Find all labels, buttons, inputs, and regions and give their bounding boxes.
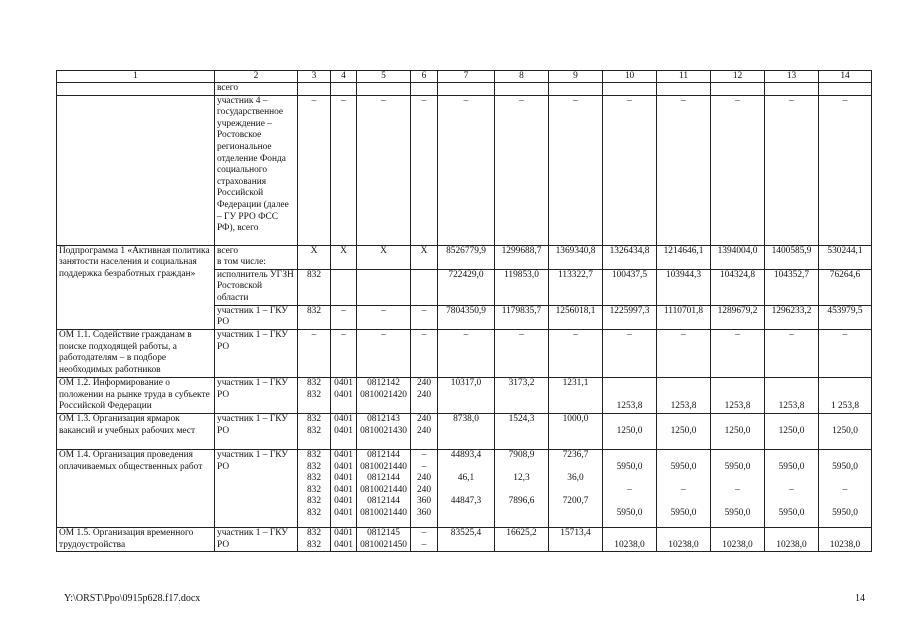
cell-col-6: 240 240 — [411, 413, 438, 449]
cell-col-8: 1299688,7 — [495, 245, 549, 269]
table-row — [57, 527, 872, 551]
cell-col-14 — [819, 83, 872, 96]
cell-col-14: 5950,0 – 5950,0 — [819, 449, 872, 527]
cell-col-11: 1253,8 — [657, 377, 711, 413]
cell-col-2: участник 1 – ГКУ РО — [215, 305, 298, 329]
header-cell: 14 — [819, 71, 872, 83]
cell-col-3 — [298, 83, 331, 96]
cell-col-4: 0401 0401 — [331, 527, 357, 551]
header-cell: 13 — [765, 71, 819, 83]
cell-col-2: участник 1 – ГКУ РО — [215, 413, 298, 449]
cell-col-11: 5950,0 – 5950,0 — [657, 449, 711, 527]
cell-col-12: 104324,8 — [711, 269, 765, 305]
cell-col-5: 0812143 0810021430 — [357, 413, 411, 449]
cell-col-9: 7236,7 36,0 7200,7 — [549, 449, 603, 527]
cell-col-10: 1250,0 — [603, 413, 657, 449]
cell-col-5 — [357, 83, 411, 96]
cell-col-11: – — [657, 95, 711, 245]
cell-col-10: 10238,0 — [603, 527, 657, 551]
cell-col-14: – — [819, 329, 872, 377]
cell-col-4: – — [331, 305, 357, 329]
header-cell: 8 — [495, 71, 549, 83]
cell-col-14: – — [819, 95, 872, 245]
cell-col-5 — [357, 269, 411, 305]
cell-col-8: – — [495, 95, 549, 245]
cell-col-5: – — [357, 329, 411, 377]
cell-col-11: 10238,0 — [657, 527, 711, 551]
cell-col-14: 76264,6 — [819, 269, 872, 305]
header-cell: 1 — [57, 71, 215, 83]
table-row — [57, 95, 872, 245]
cell-col-10: 100437,5 — [603, 269, 657, 305]
cell-col-9: 1231,1 — [549, 377, 603, 413]
cell-col-14: 453979,5 — [819, 305, 872, 329]
cell-col-11: 1250,0 — [657, 413, 711, 449]
header-cell: 11 — [657, 71, 711, 83]
budget-table — [56, 70, 872, 552]
cell-col-10 — [603, 83, 657, 96]
header-cell: 4 — [331, 71, 357, 83]
cell-col-13: – — [765, 95, 819, 245]
cell-col-6: Х — [411, 245, 438, 269]
cell-col-1: Подпрограмма 1 «Активная политика занятости населения и социальная поддержка безработных граждан» — [57, 245, 215, 329]
cell-col-13: 1250,0 — [765, 413, 819, 449]
cell-col-7: – — [438, 329, 495, 377]
cell-col-12: – — [711, 95, 765, 245]
cell-col-7: 7804350,9 — [438, 305, 495, 329]
cell-col-3: – — [298, 95, 331, 245]
cell-col-12: 5950,0 – 5950,0 — [711, 449, 765, 527]
cell-col-13: 1296233,2 — [765, 305, 819, 329]
cell-col-4: 0401 0401 — [331, 413, 357, 449]
table-row — [57, 413, 872, 449]
cell-col-5: 0812142 0810021420 — [357, 377, 411, 413]
cell-col-10: 5950,0 – 5950,0 — [603, 449, 657, 527]
cell-col-13: – — [765, 329, 819, 377]
cell-col-2: участник 1 – ГКУ РО — [215, 449, 298, 527]
cell-col-8: 3173,2 — [495, 377, 549, 413]
cell-col-13: 5950,0 – 5950,0 — [765, 449, 819, 527]
cell-col-7: 8738,0 — [438, 413, 495, 449]
header-cell: 9 — [549, 71, 603, 83]
cell-col-2: участник 4 – государственное учреждение – Ростовское региональное отделение Фонда социального страхования Российской Федерации (далее – ГУ РРО ФСС РФ), всего — [215, 95, 298, 245]
cell-col-9: 113322,7 — [549, 269, 603, 305]
cell-col-9: – — [549, 329, 603, 377]
cell-col-6 — [411, 83, 438, 96]
cell-col-5: 0812144 0810021440 0812144 0810021440 0812144 0810021440 — [357, 449, 411, 527]
cell-col-6: – — [411, 95, 438, 245]
cell-col-2: участник 1 – ГКУ РО — [215, 527, 298, 551]
header-cell: 6 — [411, 71, 438, 83]
cell-col-13: 10238,0 — [765, 527, 819, 551]
header-cell: 3 — [298, 71, 331, 83]
cell-col-12: – — [711, 329, 765, 377]
cell-col-8: 1524,3 — [495, 413, 549, 449]
cell-col-8 — [495, 83, 549, 96]
cell-col-12: 1253,8 — [711, 377, 765, 413]
cell-col-1: ОМ 1.5. Организация временного трудоустройства — [57, 527, 215, 551]
cell-col-10: 1326434,8 — [603, 245, 657, 269]
table-row — [57, 245, 872, 269]
cell-col-13: 1400585,9 — [765, 245, 819, 269]
cell-col-4: Х — [331, 245, 357, 269]
cell-col-4 — [331, 83, 357, 96]
cell-col-14: 10238,0 — [819, 527, 872, 551]
table-body — [57, 83, 872, 552]
cell-col-6: – — [411, 329, 438, 377]
cell-col-4: – — [331, 329, 357, 377]
cell-col-13: 104352,7 — [765, 269, 819, 305]
cell-col-6: – — [411, 305, 438, 329]
cell-col-2: всего в том числе: — [215, 245, 298, 269]
cell-col-6: – – 240 240 360 360 — [411, 449, 438, 527]
header-cell: 5 — [357, 71, 411, 83]
cell-col-6 — [411, 269, 438, 305]
cell-col-14: 530244,1 — [819, 245, 872, 269]
cell-col-7: 8526779,9 — [438, 245, 495, 269]
table-row — [57, 83, 872, 96]
cell-col-7: 83525,4 — [438, 527, 495, 551]
cell-col-11: 1214646,1 — [657, 245, 711, 269]
cell-col-5: – — [357, 305, 411, 329]
cell-col-2: участник 1 – ГКУ РО — [215, 329, 298, 377]
header-cell: 7 — [438, 71, 495, 83]
cell-col-12: 1250,0 — [711, 413, 765, 449]
cell-col-4 — [331, 269, 357, 305]
cell-col-5: Х — [357, 245, 411, 269]
cell-col-14: 1250,0 — [819, 413, 872, 449]
cell-col-5: 0812145 0810021450 — [357, 527, 411, 551]
cell-col-1: ОМ 1.4. Организация проведения оплачиваемых общественных работ — [57, 449, 215, 527]
cell-col-1: ОМ 1.2. Информирование о положении на рынке труда в субъекте Российской Федерации — [57, 377, 215, 413]
cell-col-10: – — [603, 95, 657, 245]
cell-col-10: – — [603, 329, 657, 377]
cell-col-9: – — [549, 95, 603, 245]
cell-col-11: 1110701,8 — [657, 305, 711, 329]
cell-col-4: 0401 0401 — [331, 377, 357, 413]
header-cell: 10 — [603, 71, 657, 83]
cell-col-9: 1256018,1 — [549, 305, 603, 329]
cell-col-3: 832 832 — [298, 377, 331, 413]
cell-col-7: 10317,0 — [438, 377, 495, 413]
cell-col-8: – — [495, 329, 549, 377]
cell-col-13 — [765, 83, 819, 96]
cell-col-14: 1 253,8 — [819, 377, 872, 413]
cell-col-1 — [57, 95, 215, 245]
cell-col-11: – — [657, 329, 711, 377]
cell-col-3: 832 — [298, 305, 331, 329]
cell-col-2: всего — [215, 83, 298, 96]
cell-col-3: 832 832 — [298, 527, 331, 551]
header-cell: 2 — [215, 71, 298, 83]
cell-col-3: 832 832 — [298, 413, 331, 449]
cell-col-3: 832 — [298, 269, 331, 305]
table-row — [57, 377, 872, 413]
cell-col-12: 10238,0 — [711, 527, 765, 551]
cell-col-4: – — [331, 95, 357, 245]
cell-col-6: 240 240 — [411, 377, 438, 413]
document-path: Y:\ORST\Ppo\0915p628.f17.docx — [64, 593, 201, 604]
table-row — [57, 329, 872, 377]
cell-col-1: ОМ 1.3. Организация ярмарок вакансий и учебных рабочих мест — [57, 413, 215, 449]
cell-col-7: – — [438, 95, 495, 245]
cell-col-4: 0401 0401 0401 0401 0401 0401 — [331, 449, 357, 527]
cell-col-8: 119853,0 — [495, 269, 549, 305]
cell-col-7: 722429,0 — [438, 269, 495, 305]
cell-col-9 — [549, 83, 603, 96]
cell-col-11: 103944,3 — [657, 269, 711, 305]
cell-col-10: 1225997,3 — [603, 305, 657, 329]
cell-col-7 — [438, 83, 495, 96]
table-row — [57, 449, 872, 527]
cell-col-8: 16625,2 — [495, 527, 549, 551]
cell-col-12: 1289679,2 — [711, 305, 765, 329]
cell-col-8: 1179835,7 — [495, 305, 549, 329]
cell-col-5: – — [357, 95, 411, 245]
header-cell: 12 — [711, 71, 765, 83]
cell-col-9: 15713,4 — [549, 527, 603, 551]
cell-col-13: 1253,8 — [765, 377, 819, 413]
cell-col-3: 832 832 832 832 832 832 — [298, 449, 331, 527]
cell-col-11 — [657, 83, 711, 96]
cell-col-9: 1000,0 — [549, 413, 603, 449]
cell-col-10: 1253,8 — [603, 377, 657, 413]
cell-col-6: – – — [411, 527, 438, 551]
cell-col-1: ОМ 1.1. Содействие гражданам в поиске подходящей работы, а работодателям – в подборе необходимых работников — [57, 329, 215, 377]
cell-col-3: – — [298, 329, 331, 377]
header-row — [57, 71, 872, 83]
cell-col-9: 1369340,8 — [549, 245, 603, 269]
page-number: 14 — [855, 593, 865, 604]
cell-col-8: 7908,9 12,3 7896,6 — [495, 449, 549, 527]
cell-col-2: участник 1 – ГКУ РО — [215, 377, 298, 413]
cell-col-12 — [711, 83, 765, 96]
cell-col-2: исполнитель УГЗН Ростовской области — [215, 269, 298, 305]
cell-col-7: 44893,4 46,1 44847,3 — [438, 449, 495, 527]
cell-col-3: Х — [298, 245, 331, 269]
cell-col-12: 1394004,0 — [711, 245, 765, 269]
cell-col-1 — [57, 83, 215, 96]
